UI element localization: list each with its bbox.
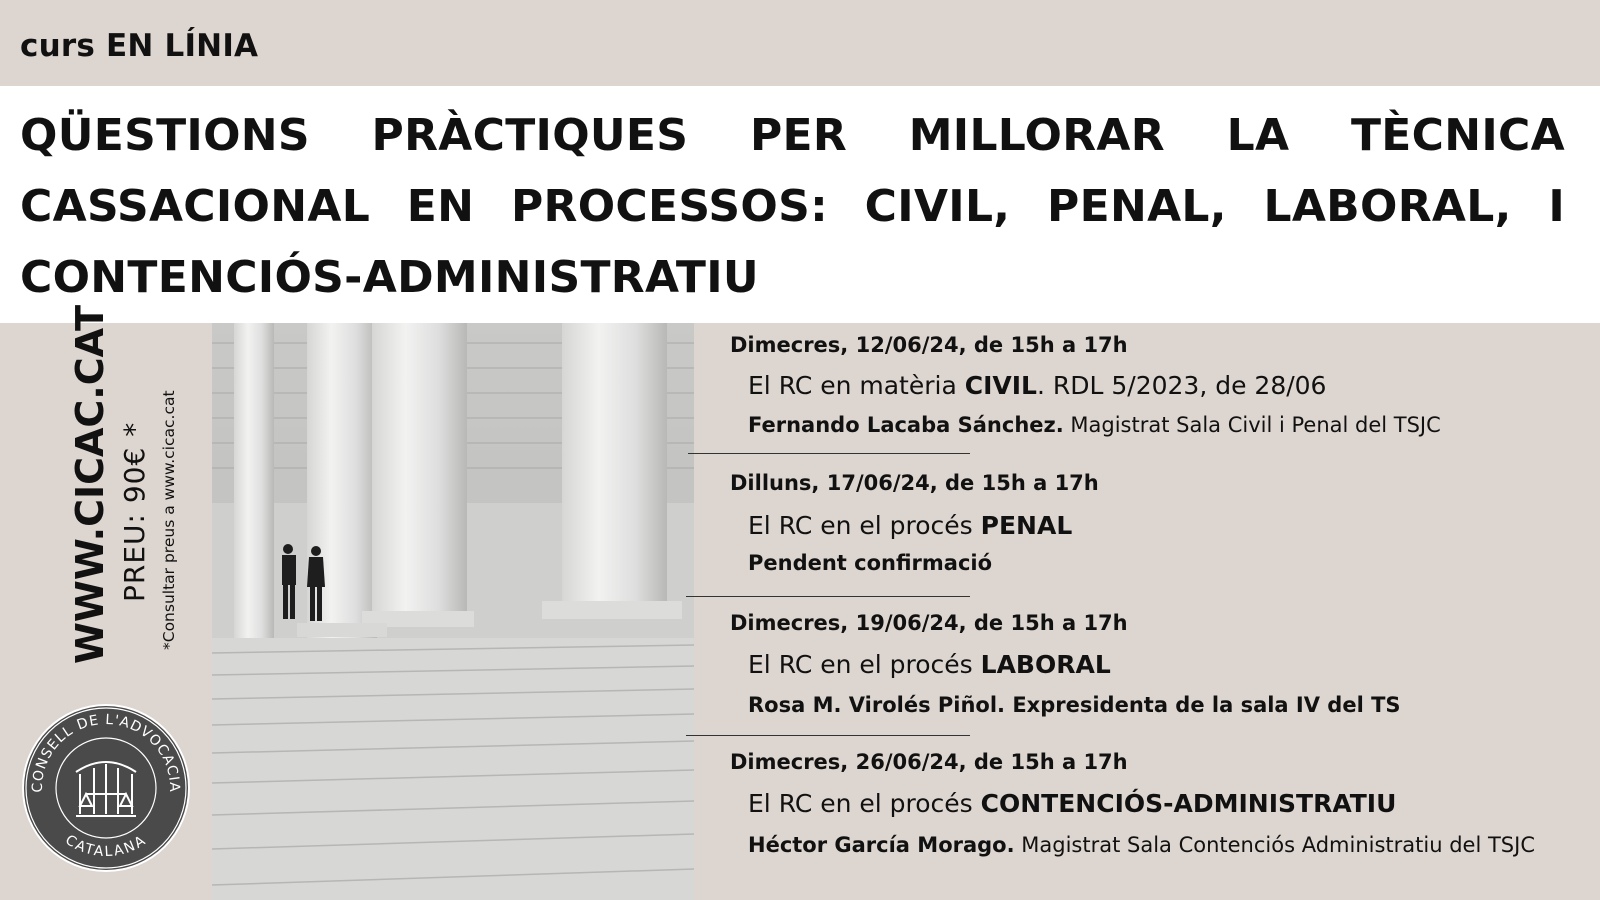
website-link[interactable]: WWW.CICAC.CAT — [68, 305, 112, 664]
courthouse-columns-photo — [212, 323, 694, 900]
course-type-label: curs EN LÍNIA — [20, 28, 259, 64]
session-topic: El RC en el procés PENAL — [748, 511, 1073, 540]
session-date: Dilluns, 17/06/24, de 15h a 17h — [730, 471, 1099, 495]
divider — [686, 596, 970, 597]
sessions-list — [694, 323, 1600, 900]
cicac-seal-logo — [20, 702, 192, 874]
price-label: PREU: 90€ * — [118, 421, 151, 602]
session-speaker: Rosa M. Virolés Piñol. Expresidenta de la sala IV del TS — [748, 693, 1401, 717]
session-date: Dimecres, 26/06/24, de 15h a 17h — [730, 750, 1128, 774]
session-topic: El RC en el procés CONTENCIÓS-ADMINISTRATIU — [748, 789, 1397, 818]
svg-text:CATALANA: CATALANA — [62, 831, 150, 861]
divider — [688, 453, 970, 454]
divider — [686, 735, 970, 736]
svg-text:CONSELL DE L'ADVOCACIA: CONSELL DE L'ADVOCACIA — [29, 711, 183, 793]
session-date: Dimecres, 19/06/24, de 15h a 17h — [730, 611, 1128, 635]
session-date: Dimecres, 12/06/24, de 15h a 17h — [730, 333, 1128, 357]
price-note: *Consultar preus a www.cicac.cat — [160, 390, 178, 650]
session-speaker: Pendent confirmació — [748, 551, 993, 575]
session-topic: El RC en matèria CIVIL. RDL 5/2023, de 28/06 — [748, 371, 1327, 400]
session-topic: El RC en el procés LABORAL — [748, 650, 1111, 679]
session-speaker: Fernando Lacaba Sánchez. Magistrat Sala Civil i Penal del TSJC — [748, 413, 1441, 437]
session-speaker: Héctor García Morago. Magistrat Sala Contenciós Administratiu del TSJC — [748, 833, 1535, 857]
course-title: QÜESTIONS PRÀCTIQUES PER MILLORAR LA TÈCNICA CASSACIONAL EN PROCESSOS: CIVIL, PENAL, LABORAL, I CONTENCIÓS-ADMINISTRATIU — [20, 110, 1565, 303]
